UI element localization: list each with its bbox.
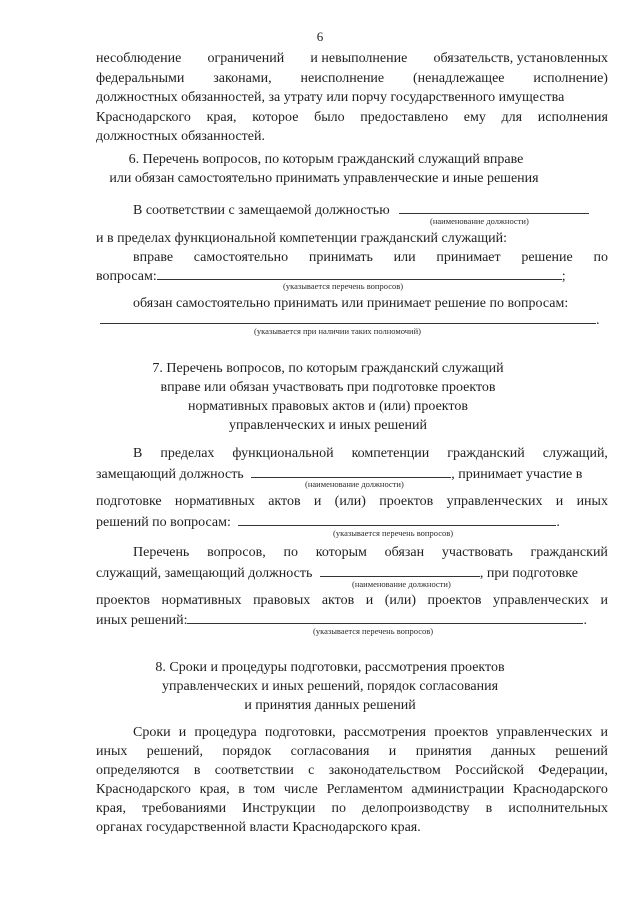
word: проектов <box>96 593 151 608</box>
questions-label: иных решений: <box>96 613 188 628</box>
word: ему <box>463 110 486 125</box>
word: том <box>253 782 276 797</box>
line-end: , принимает участие в <box>451 467 583 482</box>
section-8-heading: управленческих и иных решений, порядок согласования <box>161 679 499 694</box>
word: функциональной <box>232 446 334 461</box>
word: проектов <box>434 725 489 740</box>
word: рассмотрения <box>343 725 427 740</box>
section-7-heading: вправе или обязан участвовать при подготовке проектов <box>160 380 496 395</box>
word: Федерации, <box>538 763 608 778</box>
section-6-heading: 6. Перечень вопросов, по которым гражданский служащий вправе <box>128 152 524 167</box>
blank-caption: (указывается при наличии таких полномочий) <box>254 326 421 336</box>
word: пределах <box>160 446 215 461</box>
word: Инструкции <box>242 801 316 816</box>
line-end: . <box>596 313 600 328</box>
section-8-heading: 8. Сроки и процедуры подготовки, рассмотрения проектов <box>155 660 505 675</box>
section-7-heading: управленческих и иных решений <box>228 418 427 433</box>
word: соответствии <box>214 763 294 778</box>
word: и <box>178 725 187 740</box>
word: определяются <box>96 763 180 778</box>
word: служащий, <box>542 446 608 461</box>
paragraph-line: обязан самостоятельно принимать или принимает решение по вопросам: <box>133 296 569 311</box>
line-end: . <box>556 515 560 530</box>
word: В <box>133 446 143 461</box>
word: в <box>485 801 493 816</box>
word: вправе <box>133 250 174 265</box>
word: подготовке <box>96 494 162 509</box>
word: по <box>331 801 346 816</box>
word: было <box>314 110 345 125</box>
word: согласования <box>290 744 370 759</box>
line-end: . <box>583 613 587 628</box>
word: проектов <box>427 593 482 608</box>
word: (или) <box>384 593 416 608</box>
word: решений, <box>146 744 203 759</box>
questions-blank[interactable] <box>157 268 562 280</box>
word: исполнение) <box>533 71 608 86</box>
questions-blank[interactable] <box>187 612 583 624</box>
word: Краснодарского <box>96 110 191 125</box>
authority-blank[interactable] <box>100 312 596 324</box>
word: Перечень <box>133 545 190 560</box>
line-end: ; <box>561 269 566 284</box>
section-7-heading: нормативных правовых актов и (или) проектов <box>188 399 468 414</box>
blank-caption: (указывается перечень вопросов) <box>333 528 454 538</box>
word: правовых <box>253 593 311 608</box>
word: делопроизводству <box>362 801 470 816</box>
word: нормативных <box>161 593 242 608</box>
word: Сроки <box>133 725 171 740</box>
blank-caption: (указывается перечень вопросов) <box>313 626 434 636</box>
word: обязательств, установленных <box>433 51 608 66</box>
paragraph-line <box>133 726 608 740</box>
line-end: , при подготовке <box>479 566 578 581</box>
word: в <box>193 763 201 778</box>
word: управленческих <box>493 593 589 608</box>
word: обязан <box>384 545 425 560</box>
word: решений <box>555 744 608 759</box>
word: самостоятельно <box>193 250 289 265</box>
word: по <box>283 545 299 560</box>
word: неисполнение <box>300 71 385 86</box>
word: гражданский <box>530 545 608 560</box>
questions-blank[interactable] <box>238 514 556 526</box>
word: и <box>600 593 608 608</box>
word: Российской <box>455 763 524 778</box>
paragraph-line <box>96 72 608 86</box>
paragraph-line: должностных обязанностей. <box>96 129 265 144</box>
word: требованиями <box>142 801 227 816</box>
word: или <box>393 250 416 265</box>
word: законодательством <box>328 763 441 778</box>
position-line <box>96 565 578 581</box>
questions-label: решений по вопросам: <box>96 515 231 530</box>
blank-caption: (указывается перечень вопросов) <box>283 281 404 291</box>
word: Регламентом <box>326 782 403 797</box>
paragraph-line <box>133 447 608 461</box>
paragraph-line: должностных обязанностей, за утрату или порчу государственного имущества <box>96 90 565 105</box>
word: законами, <box>213 71 272 86</box>
page-number: 6 <box>316 29 324 44</box>
word: предоставлено <box>360 110 449 125</box>
word: нормативных <box>174 494 255 509</box>
section-6-heading: или обязан самостоятельно принимать управленческие и иные решения <box>109 171 539 186</box>
word: принимает <box>436 250 501 265</box>
position-blank[interactable] <box>320 565 480 577</box>
position-label: В соответствии с замещаемой должностью <box>133 203 390 218</box>
blank-caption: (наименование должности) <box>305 479 404 489</box>
word: участвовать <box>441 545 513 560</box>
word: и <box>313 494 322 509</box>
paragraph-line <box>96 802 608 816</box>
word: и <box>365 593 374 608</box>
paragraph-line <box>96 594 608 608</box>
paragraph-line <box>96 764 608 778</box>
word: Краснодарского <box>513 782 608 797</box>
word: подготовки, <box>264 725 336 740</box>
section-7-heading: 7. Перечень вопросов, по которым гражданский служащий <box>152 361 504 376</box>
word: (или) <box>334 494 366 509</box>
position-blank[interactable] <box>399 202 589 214</box>
position-label: служащий, замещающий должность <box>96 566 313 581</box>
paragraph-line: и в пределах функциональной компетенции гражданский служащий: <box>96 231 508 246</box>
word: вопросов, <box>207 545 266 560</box>
word: иных <box>576 494 608 509</box>
blank-caption: (наименование должности) <box>352 579 451 589</box>
word: и <box>600 725 608 740</box>
word: федеральными <box>96 71 185 86</box>
paragraph-line <box>96 52 608 66</box>
paragraph-line <box>133 546 608 560</box>
word: принятия <box>415 744 472 759</box>
word: исполнения <box>537 110 608 125</box>
word: края, <box>206 110 237 125</box>
word: управленческих <box>496 725 593 740</box>
word: порядок <box>222 744 272 759</box>
word: которое <box>252 110 299 125</box>
word: края, <box>96 801 126 816</box>
word: для <box>501 110 523 125</box>
word: принимать <box>308 250 373 265</box>
paragraph-line <box>96 495 608 509</box>
word: с <box>308 763 315 778</box>
word: и <box>555 494 564 509</box>
paragraph-line: органах государственной власти Краснодарского края. <box>96 820 421 835</box>
paragraph-line <box>96 745 608 759</box>
word: данных <box>491 744 536 759</box>
word: края, <box>199 782 230 797</box>
word: исполнительных <box>508 801 608 816</box>
questions-label: вопросам: <box>96 269 157 284</box>
word: Краснодарского <box>96 782 191 797</box>
word: компетенции <box>351 446 430 461</box>
word: управленческих <box>446 494 543 509</box>
blank-caption: (наименование должности) <box>430 216 529 226</box>
word: которым <box>315 545 367 560</box>
section-8-heading: и принятия данных решений <box>244 698 416 713</box>
word: иных <box>96 744 128 759</box>
paragraph-line <box>133 251 608 265</box>
word: по <box>593 250 608 265</box>
word: администрации <box>411 782 505 797</box>
paragraph-line <box>96 783 608 797</box>
word: актов <box>268 494 301 509</box>
position-blank[interactable] <box>251 466 451 478</box>
paragraph-line <box>96 111 608 125</box>
word: ограничений <box>207 51 285 66</box>
word: несоблюдение <box>96 51 182 66</box>
word: актов <box>321 593 355 608</box>
questions-line <box>96 514 560 530</box>
word: проектов <box>379 494 434 509</box>
position-label: замещающий должность <box>96 467 244 482</box>
word: числе <box>283 782 318 797</box>
word: (ненадлежащее <box>413 71 505 86</box>
word: и невыполнение <box>310 51 408 66</box>
word: процедура <box>194 725 257 740</box>
word: и <box>388 744 397 759</box>
word: решение <box>521 250 573 265</box>
word: в <box>238 782 245 797</box>
word: гражданский <box>447 446 525 461</box>
